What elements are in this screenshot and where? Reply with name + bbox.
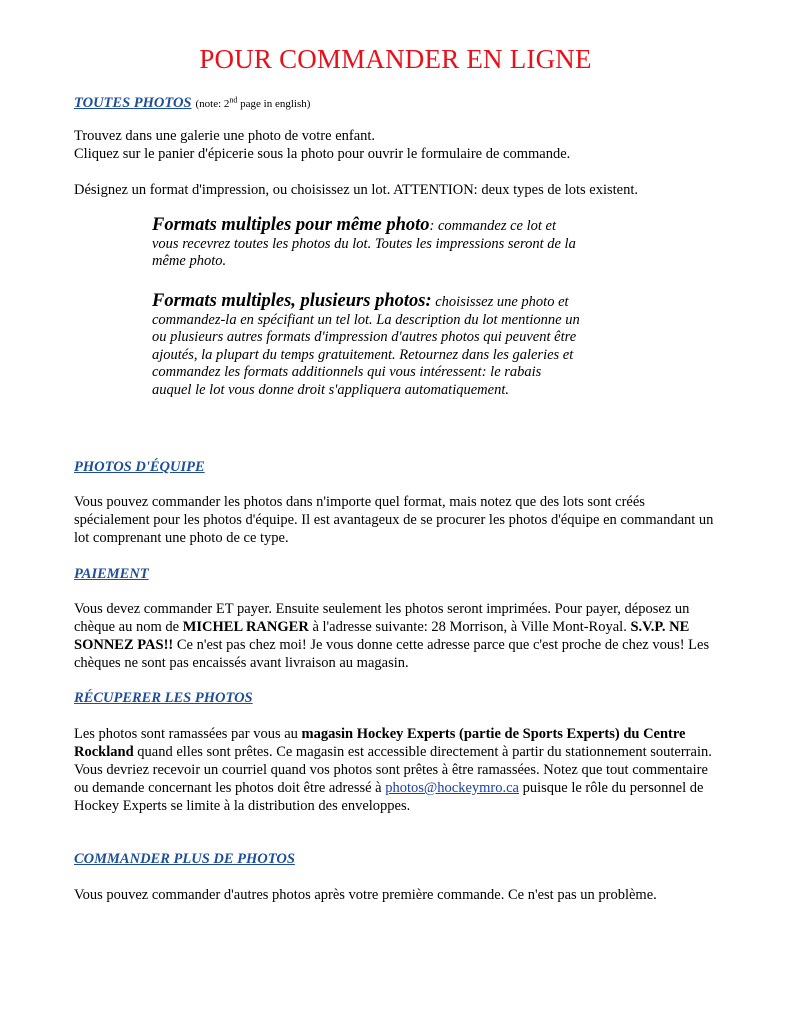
intro-paragraph [74, 127, 714, 163]
heading-toutes-photos[interactable]: TOUTES PHOTOS [74, 95, 192, 111]
heading-commander-plus[interactable]: COMMANDER PLUS DE PHOTOS [74, 851, 295, 867]
recuperer-paragraph: Les photos sont ramassées par vous au magasin Hockey Experts (partie de Sports Experts) du Centre Rockland quand elles sont prêtes. Ce magasin est accessible directement à partir du stationnement souterrain. Vous devriez recevoir un courriel quand vos photos sont prêtes à être ramassées. Notez que tout commentaire ou demande concernant les photos doit être adressé à photos@hockeymro.ca puisque le rôle du personnel de Hockey Experts se limite à la distribution des enveloppes. [74, 726, 712, 814]
section-equipe-heading [74, 458, 205, 476]
heading-paiement[interactable]: PAIEMENT [74, 566, 149, 582]
section-recuperer-heading [74, 689, 253, 707]
payee-name: MICHEL RANGER [182, 619, 309, 635]
heading-note: (note: 2nd page in english) [195, 95, 311, 110]
commander-plus-paragraph: Vous pouvez commander d'autres photos après votre première commande. Ce n'est pas un problème. [74, 887, 657, 903]
heading-photos-equipe[interactable]: PHOTOS D'ÉQUIPE [74, 459, 205, 475]
page-title: POUR COMMANDER EN LIGNE [199, 44, 592, 74]
lot-same-photo-text: : commandez ce lot et vous recevrez toutes les photos du lot. Toutes les impressions seront de la même photo. [152, 218, 576, 269]
paiement-paragraph: Vous devez commander ET payer. Ensuite seulement les photos seront imprimées. Pour payer, déposez un chèque au nom de MICHEL RANGER à l'adresse suivante: 28 Morrison, à Ville Mont-Royal. S.V.P. NE SONNEZ PAS!! Ce n'est pas chez moi! Je vous donne cette adresse parce que c'est proche de chez vous! Les chèques ne sont pas encaissés avant livraison au magasin. [74, 601, 710, 671]
lot-multiple-photos-title: Formats multiples, plusieurs photos: [152, 291, 432, 311]
section-commander-plus-heading [74, 850, 295, 868]
intro-line-2: Cliquez sur le panier d'épicerie sous la photo pour ouvrir le formulaire de commande. [74, 146, 571, 162]
format-paragraph: Désignez un format d'impression, ou choisissez un lot. ATTENTION: deux types de lots existent. [74, 182, 638, 198]
heading-recuperer-photos[interactable]: RÉCUPERER LES PHOTOS [74, 690, 253, 706]
equipe-paragraph: Vous pouvez commander les photos dans n'importe quel format, mais notez que des lots sont créés spécialement pour les photos d'équipe. Il est avantageux de se procurer les photos d'équipe en commandant un lot comprenant une photo de ce type. [74, 494, 714, 546]
no-ring-warning: S.V.P. NE SONNEZ PAS!! [74, 619, 690, 653]
lot-same-photo-title: Formats multiples pour même photo [152, 215, 430, 235]
store-name: magasin Hockey Experts (partie de Sports Experts) du Centre Rockland [74, 726, 686, 760]
section-toutes-photos-heading [74, 94, 310, 112]
email-link[interactable]: photos@hockeymro.ca [385, 780, 519, 796]
lot-same-photo [152, 217, 582, 271]
lot-multiple-photos-text: choisissez une photo et commandez-la en spécifiant un tel lot. La description du lot mentionne un ou plusieurs autres formats d'impression d'autres photos qui peuvent être ajoutés, la plupart du temps gratuitement. Retournez dans les galeries et commandez les formats additionnels qui vous intéressent: le rabais auquel le lot vous donne droit s'appliquera automatiquement. [152, 294, 580, 398]
section-paiement-heading [74, 565, 149, 583]
intro-line-1: Trouvez dans une galerie une photo de votre enfant. [74, 128, 376, 144]
lot-multiple-photos [152, 293, 582, 399]
